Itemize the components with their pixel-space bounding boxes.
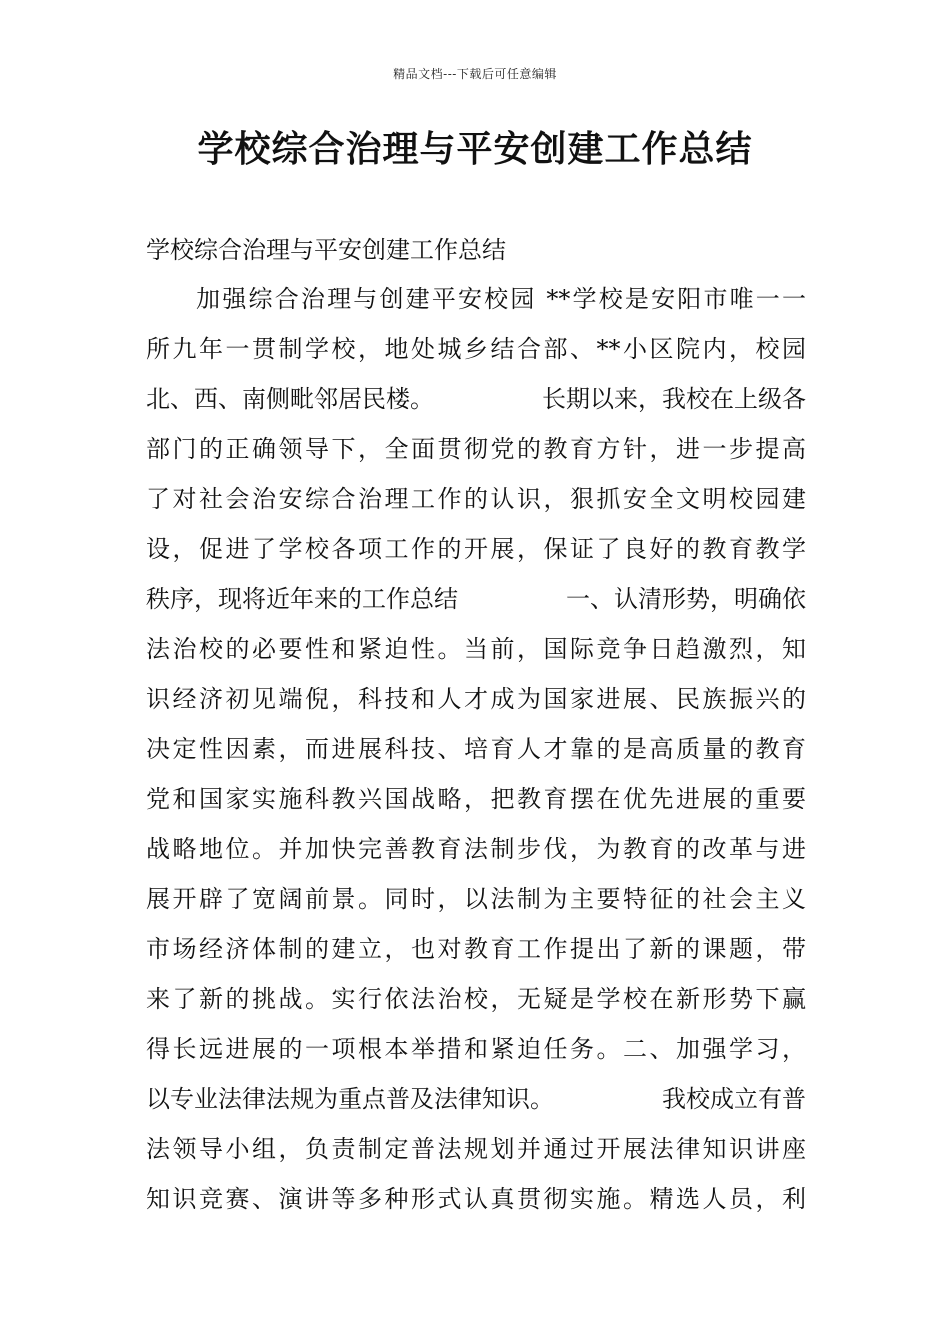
body-line-17-right: 我校成立有普 [662, 1085, 806, 1113]
body-line-11: 党和国家实施科教兴国战略，把教育摆在优先进展的重要 [146, 785, 806, 813]
header-note: 精品文档---下载后可任意编辑 [393, 67, 557, 81]
body-line-10: 决定性因素，而进展科技、培育人才靠的是高质量的教育 [146, 735, 806, 763]
body-line-17-left: 以专业法律法规为重点普及法律知识。 [146, 1085, 554, 1113]
body-line-17 [146, 1081, 806, 1131]
document-subheading: 学校综合治理与平安创建工作总结 [146, 236, 506, 264]
body-line-9: 识经济初见端倪，科技和人才成为国家进展、民族振兴的 [146, 685, 806, 713]
body-line-13: 展开辟了宽阔前景。同时，以法制为主要特征的社会主义 [146, 885, 806, 913]
body-line-7-left: 秩序，现将近年来的工作总结 [146, 585, 458, 613]
body-line-8: 法治校的必要性和紧迫性。当前，国际竞争日趋激烈，知 [146, 635, 806, 663]
body-line-7 [146, 581, 806, 631]
body-line-7-right: 一、认清形势，明确依 [566, 585, 806, 613]
body-line-4: 部门的正确领导下，全面贯彻党的教育方针，进一步提高 [146, 435, 806, 463]
body-line-12: 战略地位。并加快完善教育法制步伐，为教育的改革与进 [146, 835, 806, 863]
body-line-14: 市场经济体制的建立，也对教育工作提出了新的课题，带 [146, 935, 806, 963]
body-line-1: 加强综合治理与创建平安校园 **学校是安阳市唯一一 [194, 285, 806, 313]
body-line-6: 设，促进了学校各项工作的开展，保证了良好的教育教学 [146, 535, 806, 563]
body-line-5: 了对社会治安综合治理工作的认识，狠抓安全文明校园建 [146, 485, 806, 513]
body-line-18: 法领导小组，负责制定普法规划并通过开展法律知识讲座 [146, 1135, 806, 1163]
body-line-15: 来了新的挑战。实行依法治校，无疑是学校在新形势下赢 [146, 985, 806, 1013]
body-line-2: 所九年一贯制学校，地处城乡结合部、**小区院内，校园 [146, 335, 806, 363]
body-line-19: 知识竞赛、演讲等多种形式认真贯彻实施。精选人员，利 [146, 1185, 806, 1213]
body-line-3 [146, 381, 806, 431]
body-line-3-left: 北、西、南侧毗邻居民楼。 [146, 385, 434, 413]
body-text [146, 281, 806, 1231]
body-line-3-right: 长期以来，我校在上级各 [542, 385, 806, 413]
body-line-16: 得长远进展的一项根本举措和紧迫任务。二、加强学习， [146, 1035, 806, 1063]
document-title: 学校综合治理与平安创建工作总结 [197, 129, 753, 170]
